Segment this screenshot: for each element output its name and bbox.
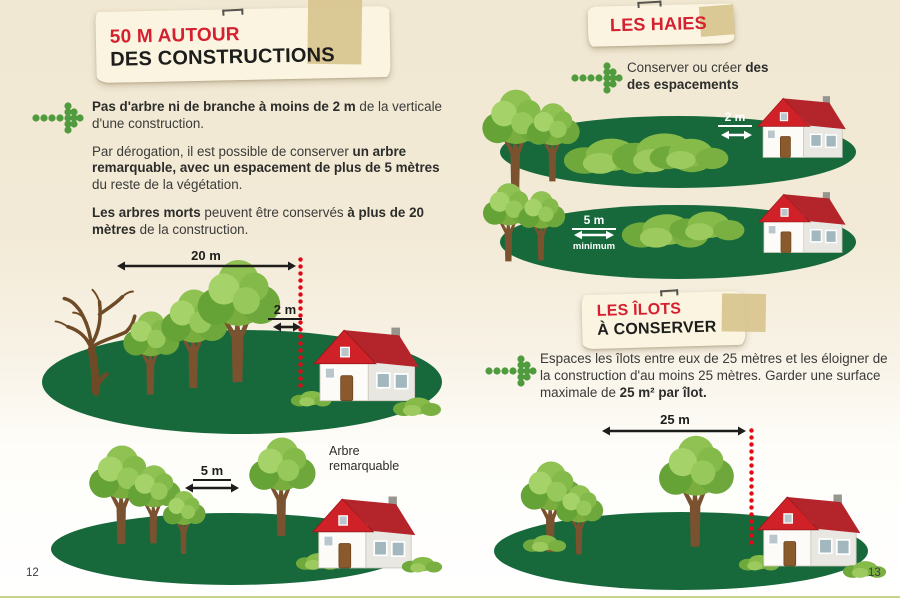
house-illustration [313,497,415,568]
banner-title-red: 50 M AUTOUR [109,24,240,48]
measure-label-25m: 25 m [660,412,690,427]
banner-50m [95,6,390,83]
bottom-rule [0,596,900,598]
measure-label-5m: 5 m [193,464,231,481]
paragraph-no-tree: Pas d'arbre ni de branche à moins de 2 m de la verticale d'une construction. [92,99,442,131]
green-dotted-arrow-icon [484,351,538,391]
measure-arrow-2m [273,323,301,332]
red-dotted-limit-line [298,256,303,388]
diagram-20m-svg [40,248,445,436]
haies-intro-text: Conserver ou créer des des espacements [627,60,769,92]
green-dotted-arrow-icon [31,98,85,138]
measure-label-5m-white: 5 m [572,214,616,230]
red-dotted-limit-line [749,427,754,547]
banner-haies-title: LES HAIES [609,12,708,36]
house-illustration [758,96,846,157]
diagram-ilots-25m [490,410,890,592]
banner-haies-text [588,3,735,36]
measure-arrow-5m [185,484,239,493]
banner-haies [588,3,735,47]
measure-label-2m-white: 2 m [718,111,752,127]
diagram-remarkable-tree [55,430,455,585]
measure-arrow-25m [602,427,746,436]
page-number-left: 12 [26,567,39,579]
diagram-20m-around-construction [40,248,445,436]
diagram-hedge-5m-svg [470,178,885,292]
page-number-right: 13 [868,567,881,579]
rules-paragraphs [92,99,444,249]
remarkable-tree-label: Arbre remarquable [329,444,400,473]
minimum-label: minimum [572,241,616,252]
measure-label-2m: 2 m [268,303,302,320]
banner-ilots-title-dark: À CONSERVER [597,318,717,339]
paragraph-dead-trees: Les arbres morts peuvent être conservés à plus de 20 mètres de la construction. [92,204,424,237]
house-illustration [758,495,860,566]
diagram-hedge-5m [470,178,885,292]
paragraph-derogation: Par dérogation, il est possible de conserver un arbre remarquable, avec un espacement de plus de 5 mètres du reste de la végétation. [92,143,440,192]
measure-label-20m: 20 m [191,248,221,263]
ilots-paragraph: Espaces les îlots entre eux de 25 mètres et les éloigner de la construction d'au moins 25 mètres. Garder une surface maximale de 25 m² par îlot. [540,351,888,400]
banner-50m-text [95,6,390,72]
banner-ilots-text [581,291,745,341]
banner-title-dark: DES CONSTRUCTIONS [110,44,336,71]
banner-ilots-title-red: LES ÎLOTS [596,300,682,320]
banner-ilots [581,291,745,350]
house-illustration [759,192,846,252]
diagram-ilots-svg [490,410,890,592]
